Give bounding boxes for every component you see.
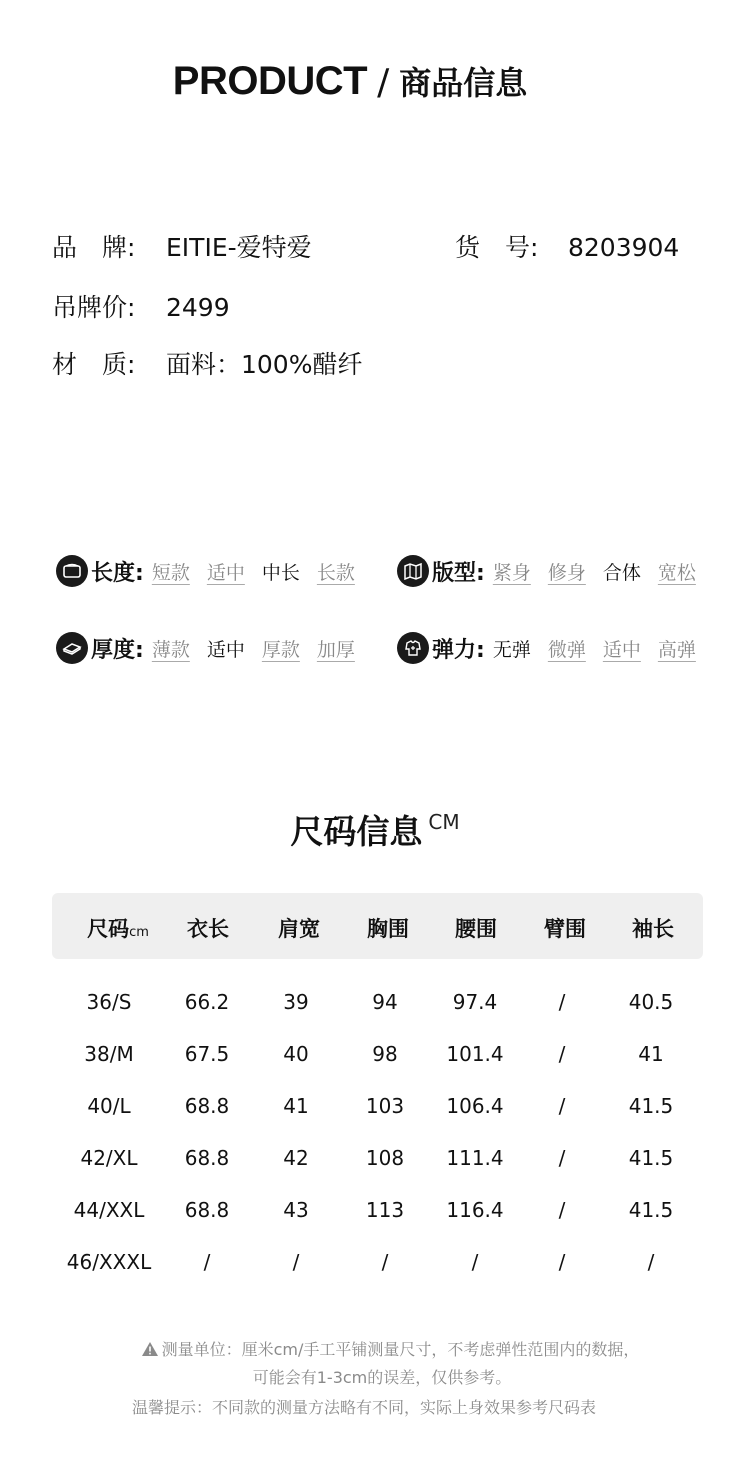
attr-length-opt: 短款 [151,561,190,584]
table-cell: 94 [372,990,398,1014]
table-cell: 113 [365,1198,405,1222]
table-cell: / [381,1250,389,1274]
table-cell: 116.4 [446,1198,504,1222]
attr-length-opt: 长款 [316,561,355,584]
warning-icon [141,1341,159,1361]
table-cell: 67.5 [184,1042,230,1066]
table-cell: 103 [365,1094,405,1118]
brand-row [52,228,312,264]
table-cell: / [558,1094,566,1118]
table-cell: 40.5 [628,990,674,1014]
table-cell: 111.4 [446,1146,504,1170]
table-header-cell: 衣长 [187,917,229,941]
table-cell: / [558,1198,566,1222]
size-title-unit: CM [428,810,460,834]
attr-thickness-opt-selected: 适中 [206,638,245,661]
brand-value: EITIE-爱特爱 [166,233,312,262]
table-cell: 68.8 [184,1094,230,1118]
table-cell: 41 [638,1042,664,1066]
table-cell: / [558,1146,566,1170]
table-cell: 41.5 [628,1094,674,1118]
attr-thickness [56,632,372,664]
brand-label: 品 牌: [52,233,136,262]
attr-thickness-opt: 厚款 [261,638,300,661]
table-row [52,1036,703,1076]
table-cell: / [203,1250,211,1274]
table-cell: / [558,1042,566,1066]
table-cell: / [292,1250,300,1274]
table-cell: 41.5 [628,1146,674,1170]
title-en: PRODUCT [172,59,368,103]
table-cell: / [471,1250,479,1274]
attr-length [56,555,372,587]
page-title [0,58,700,104]
attr-fit-opt: 修身 [547,561,586,584]
sku-row [455,228,679,264]
table-cell: 98 [372,1042,398,1066]
attr-thickness-opt: 薄款 [151,638,190,661]
table-row [52,1140,703,1180]
table-cell: 46/XXXL [66,1250,152,1274]
table-cell: 42/XL [80,1146,138,1170]
attr-fit [397,555,713,587]
attr-fit-opt: 紧身 [492,561,531,584]
table-cell: 38/M [84,1042,134,1066]
size-title-cn: 尺码信息 [290,812,423,851]
attr-elasticity-opt-selected: 无弹 [492,638,531,661]
table-cell: 66.2 [184,990,230,1014]
table-cell: 43 [283,1198,309,1222]
attr-elasticity-opt: 适中 [602,638,641,661]
attr-elasticity-opt: 微弹 [547,638,586,661]
attr-fit-opt-selected: 合体 [602,561,641,584]
table-cell: 44/XXL [73,1198,145,1222]
elasticity-icon [397,632,429,664]
length-icon [56,555,88,587]
table-cell: 42 [283,1146,309,1170]
attr-thickness-name: 厚度: [91,637,144,663]
size-table-header [52,893,703,959]
attr-fit-name: 版型: [432,560,485,586]
title-cn: 商品信息 [399,64,528,102]
table-header-cell: 肩宽 [278,917,320,941]
table-cell: 106.4 [446,1094,504,1118]
material-value: 面料：100%醋纤 [166,350,363,379]
attr-thickness-opt: 加厚 [316,638,355,661]
note-line-1: 测量单位：厘米cm/手工平铺测量尺寸，不考虑弹性范围内的数据， [161,1340,640,1359]
table-cell: 40/L [87,1094,131,1118]
title-separator: / [377,62,390,103]
price-value: 2499 [166,293,230,322]
size-section-title [0,806,750,853]
table-header-cell: 臂围 [544,917,586,941]
table-row [52,1192,703,1232]
table-row [52,1244,703,1284]
table-cell: 68.8 [184,1198,230,1222]
attr-fit-opt: 宽松 [657,561,696,584]
table-header-cell: 尺码cm [87,917,149,941]
table-cell: 68.8 [184,1146,230,1170]
table-cell: / [647,1250,655,1274]
attr-length-name: 长度: [91,560,144,586]
table-header-cell: 腰围 [455,917,497,941]
measurement-note [0,1337,750,1361]
attr-elasticity [397,632,713,664]
table-header-cell: 袖长 [632,917,674,941]
table-cell: 97.4 [452,990,498,1014]
table-cell: 108 [365,1146,405,1170]
material-label: 材 质: [52,350,136,379]
attr-length-opt: 适中 [206,561,245,584]
fit-icon [397,555,429,587]
table-cell: 36/S [86,990,132,1014]
note-line-2: 可能会有1-3cm的误差，仅供参考。 [252,1368,512,1387]
table-cell: / [558,990,566,1014]
table-cell: 41 [283,1094,309,1118]
table-cell: 101.4 [446,1042,504,1066]
attr-elasticity-opt: 高弹 [657,638,696,661]
table-cell: / [558,1250,566,1274]
table-cell: 40 [283,1042,309,1066]
attr-length-opt-selected: 中长 [261,561,300,584]
thickness-icon [56,632,88,664]
sku-label: 货 号: [455,233,539,262]
table-header-cell: 胸围 [367,917,409,941]
attr-elasticity-name: 弹力: [432,637,485,663]
table-cell: 39 [283,990,309,1014]
price-row [52,288,230,324]
price-label: 吊牌价: [52,293,136,322]
note-line-3: 温馨提示：不同款的测量方法略有不同，实际上身效果参考尺码表 [131,1398,596,1417]
sku-value: 8203904 [568,233,680,262]
table-row [52,1088,703,1128]
table-row [52,984,703,1024]
material-row [52,345,362,381]
table-cell: 41.5 [628,1198,674,1222]
